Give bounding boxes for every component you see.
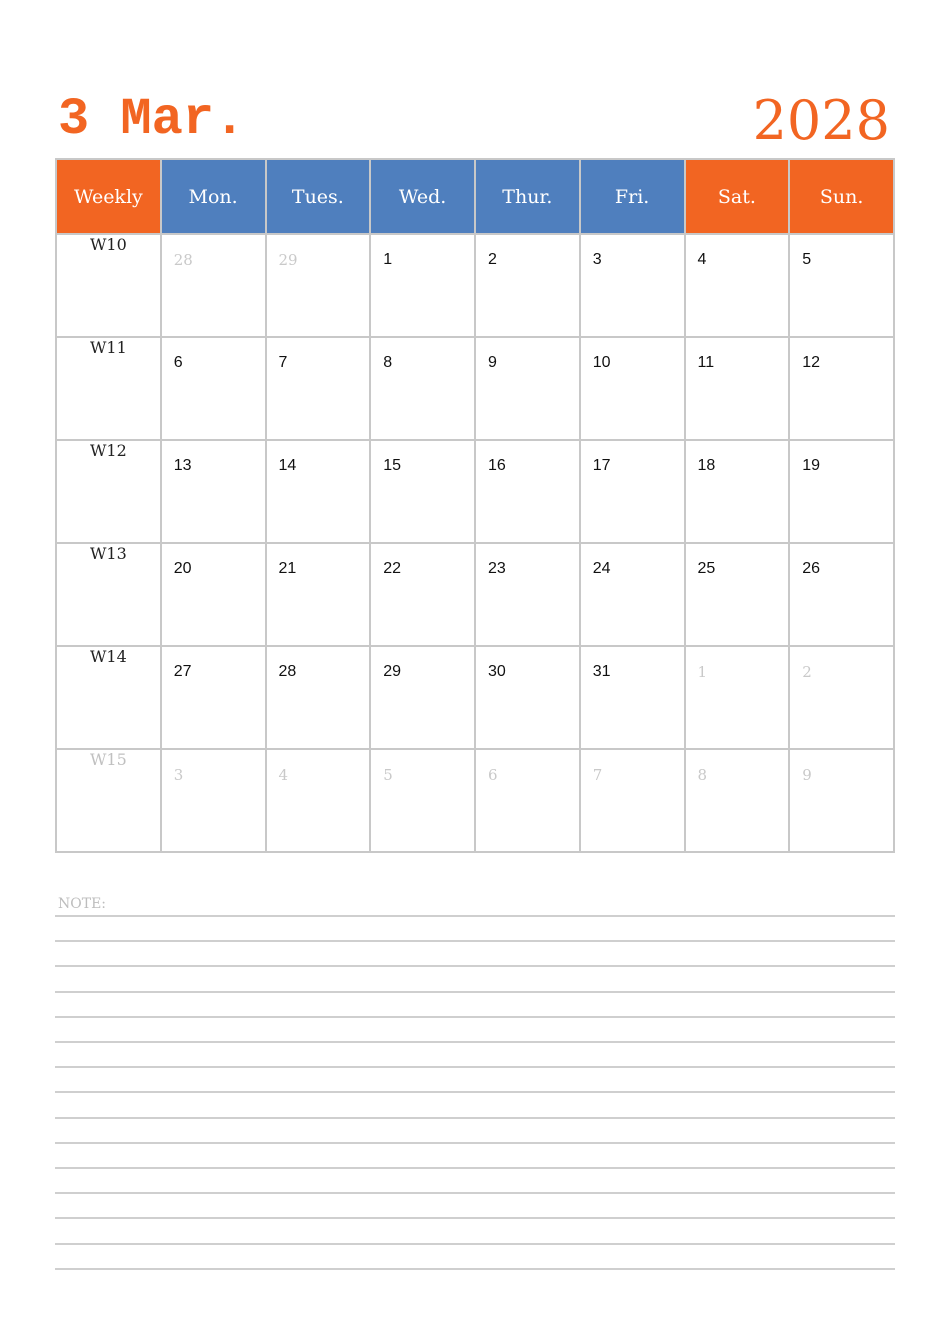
week-row (56, 440, 894, 543)
note-line (55, 1217, 895, 1219)
day-number: 14 (278, 457, 297, 474)
day-cell[interactable] (266, 337, 371, 440)
day-cell[interactable] (370, 234, 475, 337)
day-number: 6 (488, 766, 498, 784)
day-cell[interactable] (789, 749, 894, 852)
day-number: 3 (592, 251, 602, 268)
day-cell[interactable] (161, 337, 266, 440)
day-cell[interactable] (685, 749, 790, 852)
day-number: 12 (802, 354, 821, 371)
day-cell[interactable] (685, 440, 790, 543)
day-header-3: Wed. (370, 159, 475, 234)
day-number: 8 (697, 766, 708, 784)
day-number: 9 (802, 766, 812, 784)
day-number: 9 (488, 354, 497, 371)
day-number: 29 (278, 251, 298, 269)
day-number: 25 (697, 560, 716, 577)
day-cell[interactable] (475, 234, 580, 337)
week-row (56, 646, 894, 749)
day-cell[interactable] (789, 234, 894, 337)
day-number: 17 (592, 457, 611, 474)
month-title: 3 Mar. (58, 90, 246, 149)
note-line (55, 1192, 895, 1194)
week-row (56, 337, 894, 440)
note-line (55, 1041, 895, 1043)
day-cell[interactable] (789, 543, 894, 646)
day-cell[interactable] (266, 543, 371, 646)
day-number: 16 (488, 457, 506, 474)
note-line (55, 1066, 895, 1068)
day-cell[interactable] (161, 234, 266, 337)
day-header-2: Tues. (266, 159, 371, 234)
day-number: 21 (278, 560, 297, 577)
note-line (55, 1016, 895, 1018)
day-cell[interactable] (580, 234, 685, 337)
day-number: 23 (488, 560, 506, 577)
day-number: 6 (173, 354, 183, 371)
day-number: 8 (383, 354, 393, 371)
day-cell[interactable] (475, 646, 580, 749)
year-title: 2028 (752, 89, 890, 152)
day-number: 1 (697, 663, 708, 681)
day-cell[interactable] (370, 337, 475, 440)
day-number: 30 (488, 663, 506, 680)
day-number: 29 (383, 663, 402, 680)
day-cell[interactable] (370, 749, 475, 852)
day-number: 7 (592, 766, 603, 784)
day-cell[interactable] (161, 749, 266, 852)
note-line (55, 940, 895, 942)
day-number: 28 (278, 663, 297, 680)
day-cell[interactable] (685, 646, 790, 749)
day-cell[interactable] (475, 543, 580, 646)
note-line (55, 1268, 895, 1270)
notes-label: NOTE: (58, 896, 107, 912)
day-cell[interactable] (266, 440, 371, 543)
week-label: W14 (56, 646, 161, 749)
day-number: 4 (697, 251, 707, 268)
day-number: 5 (383, 766, 393, 784)
day-cell[interactable] (580, 543, 685, 646)
day-number: 10 (592, 354, 611, 371)
day-cell[interactable] (685, 543, 790, 646)
day-number: 11 (697, 354, 715, 371)
week-row (56, 234, 894, 337)
day-header-7: Sun. (789, 159, 894, 234)
day-number: 3 (173, 766, 184, 784)
note-line (55, 1091, 895, 1093)
day-number: 19 (802, 457, 821, 474)
day-cell[interactable] (266, 646, 371, 749)
week-label: W11 (56, 337, 161, 440)
day-number: 18 (697, 457, 716, 474)
note-line (55, 1243, 895, 1245)
day-number: 1 (383, 251, 393, 268)
day-header-4: Thur. (475, 159, 580, 234)
week-label: W13 (56, 543, 161, 646)
calendar-grid (55, 158, 895, 853)
day-number: 4 (278, 766, 289, 784)
day-cell[interactable] (475, 337, 580, 440)
note-line (55, 1142, 895, 1144)
note-line (55, 991, 895, 993)
day-number: 13 (173, 457, 192, 474)
day-number: 24 (592, 560, 611, 577)
day-number: 5 (802, 251, 812, 268)
calendar-body (56, 234, 894, 852)
day-cell[interactable] (580, 646, 685, 749)
day-cell[interactable] (161, 646, 266, 749)
note-line (55, 965, 895, 967)
day-cell[interactable] (685, 337, 790, 440)
weekly-column-header: Weekly (56, 159, 161, 234)
day-header-1: Mon. (161, 159, 266, 234)
day-number: 7 (278, 354, 288, 371)
day-cell[interactable] (580, 440, 685, 543)
day-number: 15 (383, 457, 402, 474)
week-row (56, 749, 894, 852)
week-label: W10 (56, 234, 161, 337)
day-cell[interactable] (370, 646, 475, 749)
day-cell[interactable] (580, 749, 685, 852)
day-cell[interactable] (789, 646, 894, 749)
day-number: 20 (173, 560, 192, 577)
day-cell[interactable] (475, 440, 580, 543)
day-cell[interactable] (266, 234, 371, 337)
weekday-header-row (56, 159, 894, 234)
week-row (56, 543, 894, 646)
day-header-5: Fri. (580, 159, 685, 234)
day-cell[interactable] (370, 543, 475, 646)
day-cell[interactable] (685, 234, 790, 337)
day-cell[interactable] (475, 749, 580, 852)
day-cell[interactable] (789, 440, 894, 543)
note-line (55, 1117, 895, 1119)
day-cell[interactable] (266, 749, 371, 852)
day-number: 28 (173, 251, 193, 269)
day-number: 26 (802, 560, 821, 577)
week-label: W12 (56, 440, 161, 543)
day-number: 2 (488, 251, 497, 268)
day-number: 31 (592, 663, 611, 680)
week-label: W15 (56, 749, 161, 852)
note-line (55, 915, 895, 917)
note-line (55, 1167, 895, 1169)
day-number: 27 (173, 663, 192, 680)
day-header-6: Sat. (685, 159, 790, 234)
day-cell[interactable] (789, 337, 894, 440)
day-cell[interactable] (161, 543, 266, 646)
day-cell[interactable] (370, 440, 475, 543)
day-cell[interactable] (580, 337, 685, 440)
day-cell[interactable] (161, 440, 266, 543)
day-number: 22 (383, 560, 402, 577)
day-number: 2 (802, 663, 812, 681)
